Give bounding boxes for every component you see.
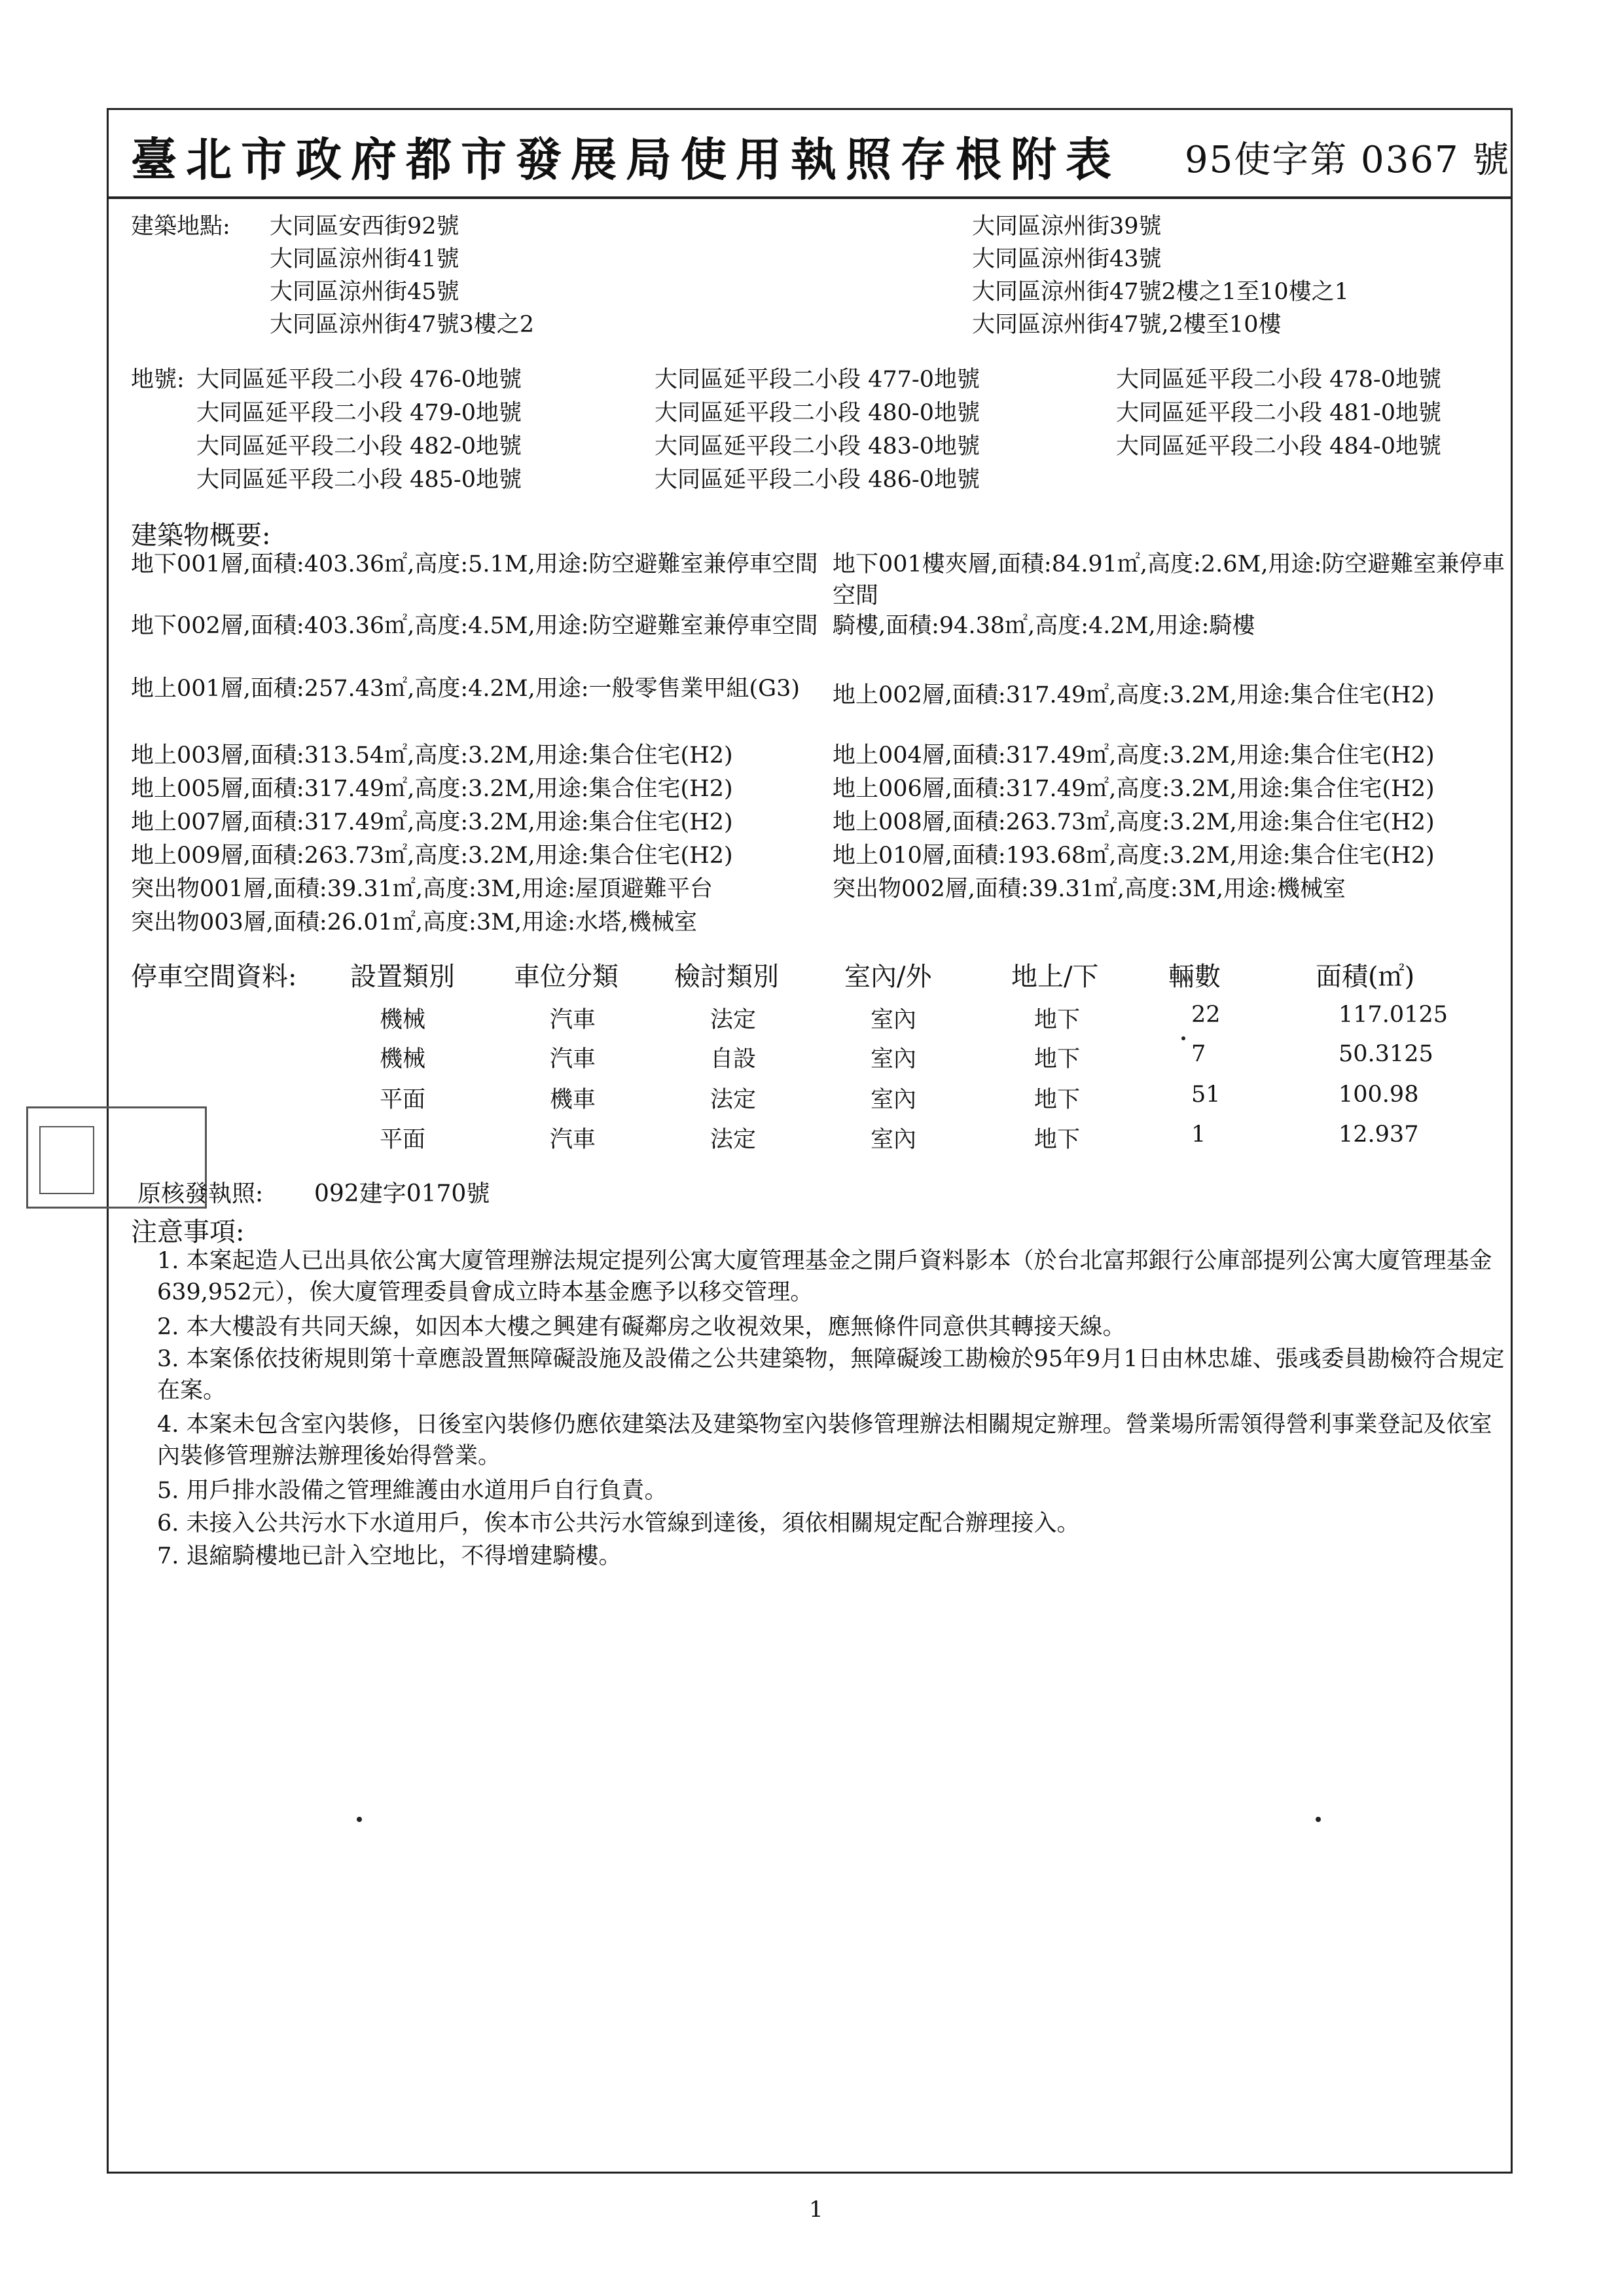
floor-entry: 地上006層,面積:317.49㎡,高度:3.2M,用途:集合住宅(H2)	[833, 776, 1435, 802]
parking-cell: 地下	[1034, 1087, 1081, 1113]
floor-entry: 突出物003層,面積:26.01㎡,高度:3M,用途:水塔,機械室	[131, 909, 697, 936]
parking-cell: 法定	[710, 1127, 757, 1153]
floor-entry: 地下001層,面積:403.36㎡,高度:5.1M,用途:防空避難室兼停車空間	[131, 551, 818, 577]
parking-cell: 汽車	[550, 1127, 596, 1153]
parking-header: 面積(㎡)	[1316, 962, 1415, 992]
floor-entry: 騎樓,面積:94.38㎡,高度:4.2M,用途:騎樓	[833, 613, 1255, 639]
original-permit-value: 092建字0170號	[314, 1180, 490, 1207]
lot-number: 大同區延平段二小段 485-0地號	[196, 467, 522, 493]
parking-cell: 1	[1191, 1121, 1206, 1148]
floor-entry: 地上001層,面積:257.43㎡,高度:4.2M,用途:一般零售業甲組(G3)	[131, 676, 800, 702]
note-item: 3. 本案係依技術規則第十章應設置無障礙設施及設備之公共建築物，無障礙竣工勘檢於95年9月1日由林忠雄、張彧委員勘檢符合規定在案。	[157, 1346, 1505, 1404]
lot-number: 大同區延平段二小段 479-0地號	[196, 400, 522, 426]
site-address: 大同區涼州街47號3樓之2	[270, 312, 535, 338]
lot-number: 大同區延平段二小段 476-0地號	[196, 367, 522, 393]
parking-cell: 法定	[710, 1007, 757, 1033]
lot-number: 大同區延平段二小段 486-0地號	[655, 467, 980, 493]
lot-number: 大同區延平段二小段 482-0地號	[196, 433, 522, 460]
note-item: 6. 未接入公共污水下水道用戶，俟本市公共污水管線到達後，須依相關規定配合辦理接入。	[157, 1510, 1080, 1537]
parking-cell: 22	[1191, 1002, 1221, 1028]
title-underline	[107, 196, 1513, 199]
parking-cell: 法定	[710, 1087, 757, 1113]
parking-cell: 機械	[380, 1007, 426, 1033]
site-address: 大同區涼州街39號	[972, 213, 1162, 240]
stamp-mark	[39, 1126, 94, 1194]
parking-cell: 室內	[871, 1007, 917, 1033]
parking-cell: 室內	[871, 1046, 917, 1072]
floor-entry: 地上010層,面積:193.68㎡,高度:3.2M,用途:集合住宅(H2)	[833, 843, 1435, 869]
parking-header: 設置類別	[350, 962, 455, 992]
parking-cell: 自設	[710, 1046, 757, 1072]
site-address: 大同區涼州街47號,2樓至10樓	[972, 312, 1282, 338]
page-number: 1	[809, 2196, 823, 2223]
lot-number: 大同區延平段二小段 484-0地號	[1116, 433, 1442, 460]
note-item: 4. 本案未包含室內裝修，日後室內裝修仍應依建築法及建築物室內裝修管理辦法相關規定辦理。營業場所需領得營利事業登記及依室內裝修管理辦法辦理後始得營業。	[157, 1412, 1492, 1469]
lot-number: 大同區延平段二小段 483-0地號	[655, 433, 980, 460]
parking-cell: 平面	[380, 1127, 426, 1153]
parking-cell: 7	[1191, 1041, 1206, 1067]
floor-entry: 地下001樓夾層,面積:84.91㎡,高度:2.6M,用途:防空避難室兼停車空間	[833, 551, 1505, 609]
document-title: 臺北市政府都市發展局使用執照存根附表	[131, 132, 1121, 187]
floor-entry: 突出物001層,面積:39.31㎡,高度:3M,用途:屋頂避難平台	[131, 876, 713, 902]
parking-header: 室內/外	[844, 962, 932, 992]
parking-cell: 12.937	[1339, 1121, 1419, 1148]
parking-cell: 機車	[550, 1087, 596, 1113]
floor-entry: 地上005層,面積:317.49㎡,高度:3.2M,用途:集合住宅(H2)	[131, 776, 733, 802]
parking-cell: 117.0125	[1339, 1002, 1448, 1028]
lots-label: 地號:	[131, 367, 185, 393]
parking-cell: 100.98	[1339, 1082, 1419, 1108]
parking-cell: 室內	[871, 1087, 917, 1113]
notes-label: 注意事項:	[131, 1217, 245, 1247]
parking-cell: 地下	[1034, 1127, 1081, 1153]
note-item: 7. 退縮騎樓地已計入空地比，不得增建騎樓。	[157, 1543, 622, 1569]
scan-speck	[357, 1817, 362, 1822]
site-address: 大同區涼州街45號	[270, 279, 459, 305]
note-item: 2. 本大樓設有共同天線，如因本大樓之興建有礙鄰房之收視效果，應無條件同意供其轉接天線。	[157, 1314, 1126, 1340]
parking-cell: 50.3125	[1339, 1041, 1433, 1067]
floor-entry: 突出物002層,面積:39.31㎡,高度:3M,用途:機械室	[833, 876, 1346, 902]
overview-label: 建築物概要:	[131, 520, 271, 551]
floor-entry: 地上002層,面積:317.49㎡,高度:3.2M,用途:集合住宅(H2)	[833, 682, 1435, 708]
floor-entry: 地上007層,面積:317.49㎡,高度:3.2M,用途:集合住宅(H2)	[131, 809, 733, 835]
site-address: 大同區安西街92號	[270, 213, 459, 240]
original-permit-label: 原核發執照:	[137, 1180, 264, 1207]
lot-number: 大同區延平段二小段 481-0地號	[1116, 400, 1442, 426]
parking-cell: 地下	[1034, 1046, 1081, 1072]
parking-header: 地上/下	[1011, 962, 1099, 992]
floor-entry: 地下002層,面積:403.36㎡,高度:4.5M,用途:防空避難室兼停車空間	[131, 613, 818, 639]
parking-header: 輛數	[1168, 962, 1221, 992]
parking-cell: 51	[1191, 1082, 1221, 1108]
site-label: 建築地點:	[131, 213, 230, 240]
lot-number: 大同區延平段二小段 480-0地號	[655, 400, 980, 426]
note-item: 1. 本案起造人已出具依公寓大廈管理辦法規定提列公寓大廈管理基金之開戶資料影本（於台北富邦銀行公庫部提列公寓大廈管理基金639,952元），俟大廈管理委員會成立時本基金應予以移交管理。	[157, 1248, 1492, 1305]
floor-entry: 地上003層,面積:313.54㎡,高度:3.2M,用途:集合住宅(H2)	[131, 742, 733, 769]
scan-speck	[1181, 1036, 1185, 1040]
site-address: 大同區涼州街47號2樓之1至10樓之1	[972, 279, 1349, 305]
parking-cell: 室內	[871, 1127, 917, 1153]
parking-label: 停車空間資料:	[131, 962, 297, 992]
site-address: 大同區涼州街43號	[972, 246, 1162, 272]
floor-entry: 地上009層,面積:263.73㎡,高度:3.2M,用途:集合住宅(H2)	[131, 843, 733, 869]
lot-number: 大同區延平段二小段 477-0地號	[655, 367, 980, 393]
permit-number: 95使字第 0367 號	[1185, 139, 1511, 181]
note-item: 5. 用戶排水設備之管理維護由水道用戶自行負責。	[157, 1478, 668, 1504]
parking-header: 檢討類別	[674, 962, 779, 992]
parking-cell: 汽車	[550, 1046, 596, 1072]
parking-cell: 平面	[380, 1087, 426, 1113]
parking-cell: 地下	[1034, 1007, 1081, 1033]
floor-entry: 地上008層,面積:263.73㎡,高度:3.2M,用途:集合住宅(H2)	[833, 809, 1435, 835]
scan-speck	[1316, 1817, 1321, 1822]
floor-entry: 地上004層,面積:317.49㎡,高度:3.2M,用途:集合住宅(H2)	[833, 742, 1435, 769]
parking-header: 車位分類	[514, 962, 619, 992]
site-address: 大同區涼州街41號	[270, 246, 459, 272]
parking-cell: 汽車	[550, 1007, 596, 1033]
lot-number: 大同區延平段二小段 478-0地號	[1116, 367, 1442, 393]
parking-cell: 機械	[380, 1046, 426, 1072]
